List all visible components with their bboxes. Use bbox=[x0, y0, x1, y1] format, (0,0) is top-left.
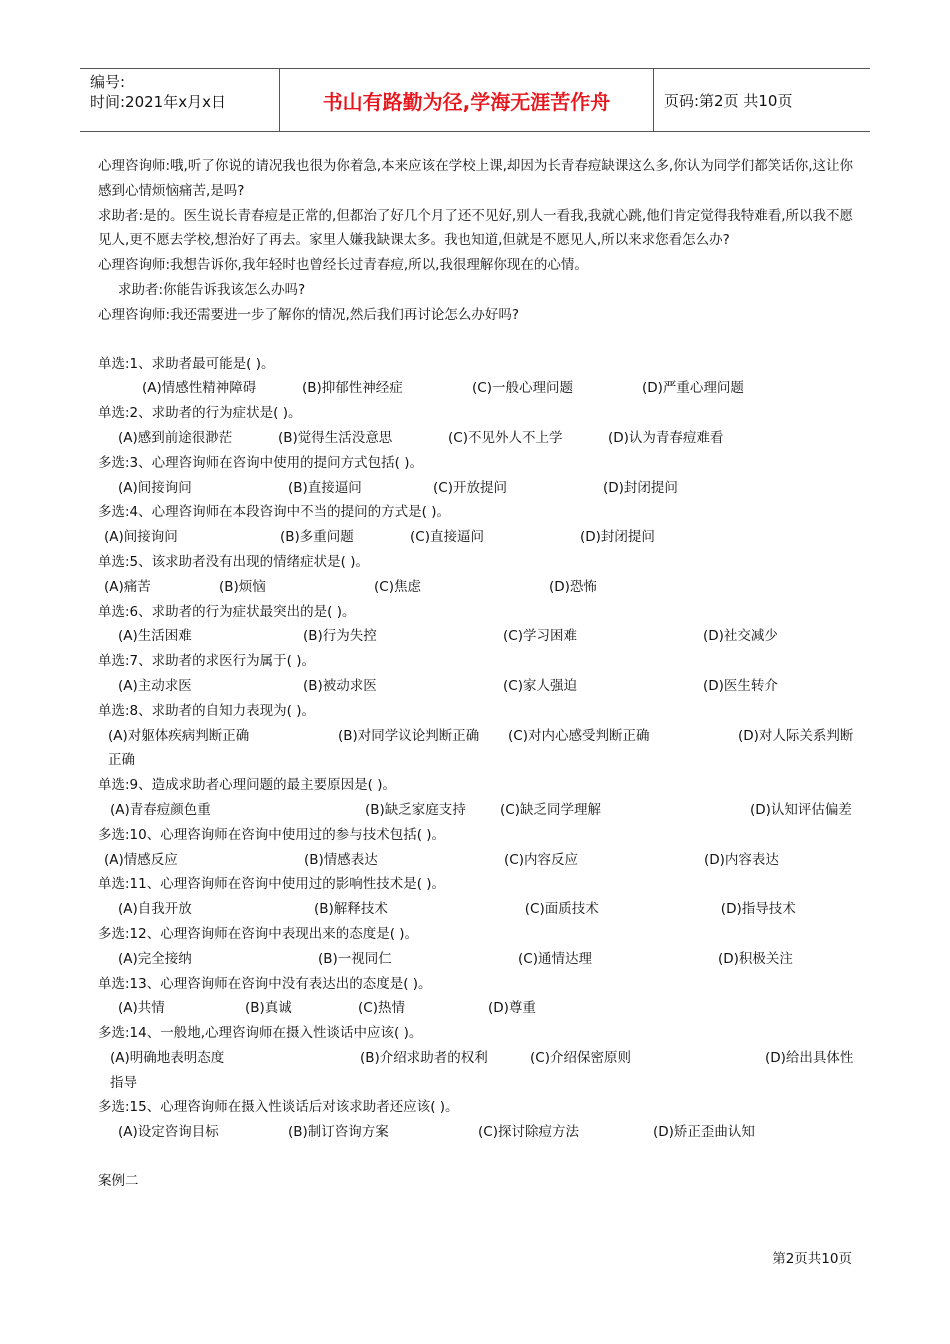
document-date: 时间:2021年x月x日 bbox=[90, 93, 226, 111]
question-stem: 单选:5、该求助者没有出现的情绪症状是( )。 bbox=[98, 553, 369, 570]
answer-option: (B)一视同仁 bbox=[318, 950, 392, 967]
answer-options bbox=[98, 525, 858, 550]
answer-option: (D)尊重 bbox=[488, 1000, 536, 1017]
answer-option: (C)内容反应 bbox=[504, 851, 578, 868]
answer-option: (D)认知评估偏差 bbox=[750, 801, 852, 818]
answer-option: (C)焦虑 bbox=[374, 578, 421, 595]
answer-option: (D)对人际关系判断正确 bbox=[108, 727, 854, 769]
answer-option: (B)直接逼问 bbox=[288, 479, 362, 496]
answer-option: (D)社交减少 bbox=[703, 628, 778, 645]
answer-option: (C)开放提问 bbox=[433, 479, 507, 496]
answer-options bbox=[98, 575, 858, 600]
question-stem: 单选:2、求助者的行为症状是( )。 bbox=[98, 405, 302, 422]
header-meta bbox=[80, 69, 280, 131]
question-stem: 单选:9、造成求助者心理问题的最主要原因是( )。 bbox=[98, 777, 396, 794]
answer-option: (B)多重问题 bbox=[280, 529, 354, 546]
answer-option: (D)医生转介 bbox=[703, 677, 778, 694]
answer-option: (C)热情 bbox=[358, 1000, 405, 1017]
answer-option: (C)学习困难 bbox=[503, 628, 577, 645]
document-number: 编号: bbox=[90, 73, 126, 91]
question-stem: 单选:6、求助者的行为症状最突出的是( )。 bbox=[98, 603, 356, 620]
answer-option: (A)共情 bbox=[118, 1000, 165, 1017]
answer-option: (A)生活困难 bbox=[118, 628, 192, 645]
answer-option: (D)封闭提问 bbox=[603, 479, 678, 496]
answer-option: (B)介绍求助者的权利 bbox=[360, 1049, 488, 1066]
answer-option: (B)觉得生活没意思 bbox=[278, 429, 393, 446]
answer-option: (D)指导技术 bbox=[720, 901, 796, 918]
answer-option: (D)认为青春痘难看 bbox=[608, 429, 724, 446]
answer-option: (D)给出具体性指导 bbox=[110, 1049, 854, 1091]
answer-options bbox=[98, 674, 858, 699]
page-footer: 第2页共10页 bbox=[772, 1251, 852, 1267]
answer-option: (A)青春痘颜色重 bbox=[110, 801, 211, 818]
answer-option: (A)完全接纳 bbox=[118, 950, 192, 967]
answer-option: (B)被动求医 bbox=[303, 677, 377, 694]
question-stem: 多选:3、心理咨询师在咨询中使用的提问方式包括( )。 bbox=[98, 454, 423, 471]
answer-options bbox=[98, 1120, 858, 1145]
answer-options bbox=[98, 897, 858, 922]
answer-options bbox=[98, 848, 858, 873]
answer-option: (C)对内心感受判断正确 bbox=[508, 727, 650, 744]
answer-option: (A)设定咨询目标 bbox=[118, 1124, 219, 1141]
question-stem: 单选:13、心理咨询师在咨询中没有表达出的态度是( )。 bbox=[98, 975, 432, 992]
question-stem: 单选:7、求助者的求医行为属于( )。 bbox=[98, 653, 315, 670]
answer-option: (D)内容表达 bbox=[704, 851, 779, 868]
question-stem: 多选:12、心理咨询师在咨询中表现出来的态度是( )。 bbox=[98, 925, 419, 942]
question-stem: 多选:14、一般地,心理咨询师在摄入性谈话中应该( )。 bbox=[98, 1025, 423, 1042]
answer-option: (A)自我开放 bbox=[118, 901, 192, 918]
answer-option: (C)家人强迫 bbox=[503, 677, 577, 694]
header-page-number: 页码:第2页 共10页 bbox=[664, 91, 793, 110]
answer-options bbox=[98, 426, 858, 451]
page-header bbox=[80, 68, 870, 132]
answer-option: (A)主动求医 bbox=[118, 677, 192, 694]
answer-option: (B)情感表达 bbox=[304, 851, 378, 868]
answer-option: (D)恐怖 bbox=[549, 578, 597, 595]
answer-option: (C)介绍保密原则 bbox=[530, 1049, 631, 1066]
answer-option: (D)严重心理问题 bbox=[642, 380, 744, 397]
answer-option: (B)缺乏家庭支持 bbox=[365, 801, 466, 818]
dialogue-line: 心理咨询师:我想告诉你,我年轻时也曾经长过青春痘,所以,我很理解你现在的心情。 bbox=[98, 257, 588, 274]
answer-option: (B)真诚 bbox=[245, 1000, 292, 1017]
answer-options bbox=[98, 376, 858, 401]
answer-option: (B)烦恼 bbox=[219, 578, 266, 595]
answer-option: (D)矫正歪曲认知 bbox=[653, 1124, 755, 1141]
answer-option: (D)积极关注 bbox=[718, 950, 793, 967]
dialogue-line: 心理咨询师:哦,听了你说的请况我也很为你着急,本来应该在学校上课,却因为长青春痘缺课这么多,你认为同学们都笑话你,这让你感到心情烦恼痛苦,是吗? bbox=[98, 158, 854, 199]
answer-option: (A)明确地表明态度 bbox=[110, 1049, 225, 1066]
case-heading: 案例二 bbox=[98, 1173, 139, 1190]
answer-option: (D)封闭提问 bbox=[580, 529, 655, 546]
question-stem: 单选:1、求助者最可能是( )。 bbox=[98, 355, 275, 372]
answer-options bbox=[98, 947, 858, 972]
answer-option: (C)面质技术 bbox=[524, 901, 599, 918]
answer-option: (B)制订咨询方案 bbox=[288, 1124, 389, 1141]
answer-option: (A)对躯体疾病判断正确 bbox=[108, 727, 250, 744]
answer-option: (C)探讨除痘方法 bbox=[478, 1124, 579, 1141]
answer-option: (C)缺乏同学理解 bbox=[500, 801, 601, 818]
answer-option: (A)间接询问 bbox=[104, 529, 178, 546]
header-motto: 书山有路勤为径,学海无涯苦作舟 bbox=[280, 69, 654, 131]
document-body bbox=[98, 154, 858, 1194]
answer-option: (A)痛苦 bbox=[104, 578, 151, 595]
answer-option: (C)不见外人不上学 bbox=[448, 429, 563, 446]
answer-option: (A)间接询问 bbox=[118, 479, 192, 496]
answer-options bbox=[98, 996, 858, 1021]
answer-option: (A)情感性精神障碍 bbox=[142, 380, 257, 397]
dialogue-line: 心理咨询师:我还需要进一步了解你的情况,然后我们再讨论怎么办好吗? bbox=[98, 306, 520, 323]
answer-option: (B)行为失控 bbox=[303, 628, 377, 645]
dialogue-line: 求助者:是的。医生说长青春痘是正常的,但都治了好几个月了还不见好,别人一看我,我就心跳,他们肯定觉得我特难看,所以我不愿见人,更不愿去学校,想治好了再去。家里人嫌我缺课太多。我也知道,但就是不愿见人,所以来求您看怎么办? bbox=[98, 207, 854, 249]
answer-option: (B)解释技术 bbox=[314, 901, 388, 918]
answer-option: (A)情感反应 bbox=[104, 851, 178, 868]
answer-option: (B)抑郁性神经症 bbox=[302, 380, 403, 397]
question-stem: 多选:15、心理咨询师在摄入性谈话后对该求助者还应该( )。 bbox=[98, 1099, 459, 1116]
dialogue-line: 求助者:你能告诉我该怎么办吗? bbox=[118, 281, 306, 298]
answer-option: (C)通情达理 bbox=[518, 950, 592, 967]
question-stem: 多选:4、心理咨询师在本段咨询中不当的提问的方式是( )。 bbox=[98, 504, 450, 521]
answer-option: (C)一般心理问题 bbox=[472, 380, 573, 397]
answer-option: (B)对同学议论判断正确 bbox=[338, 727, 480, 744]
answer-options bbox=[98, 624, 858, 649]
question-stem: 单选:11、心理咨询师在咨询中使用过的影响性技术是( )。 bbox=[98, 876, 446, 893]
question-list bbox=[98, 352, 858, 1146]
question-stem: 多选:10、心理咨询师在咨询中使用过的参与技术包括( )。 bbox=[98, 826, 446, 843]
answer-option: (A)感到前途很渺茫 bbox=[118, 429, 233, 446]
answer-options bbox=[98, 476, 858, 501]
question-stem: 单选:8、求助者的自知力表现为( )。 bbox=[98, 702, 315, 719]
answer-option: (C)直接逼问 bbox=[410, 529, 484, 546]
